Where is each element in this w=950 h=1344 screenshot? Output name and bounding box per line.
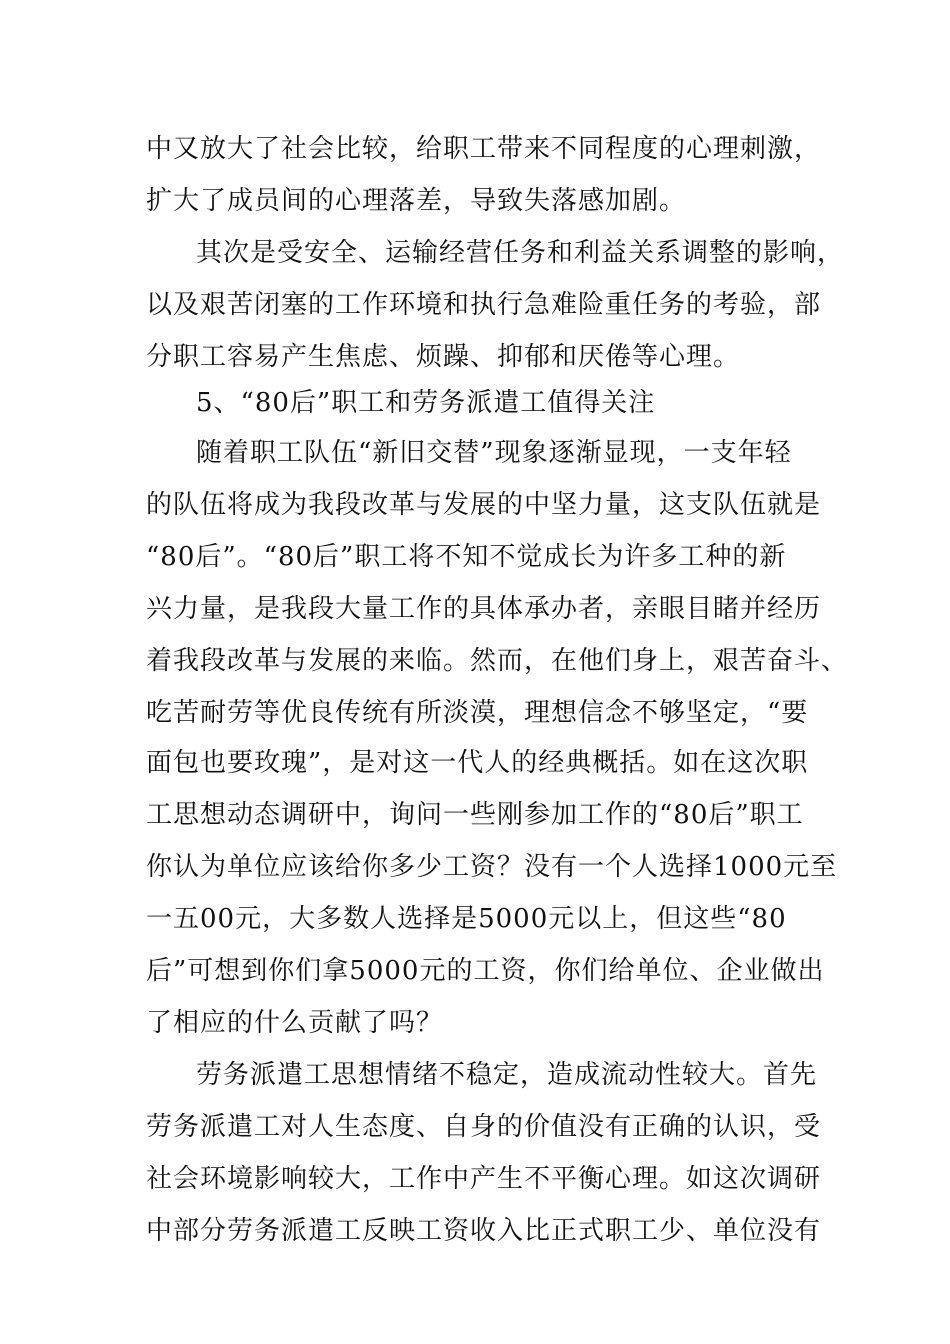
text-line: 扩大了成员间的心理落差，导致失落感加剧。: [146, 186, 687, 216]
text-line: 的队伍将成为我段改革与发展的中坚力量，这支队伍就是: [146, 490, 822, 520]
section-heading: 5、“80后”职工和劳务派遣工值得关注: [196, 388, 656, 418]
text-line: 了相应的什么贡献了吗？: [146, 1008, 444, 1038]
text-line: 中又放大了社会比较，给职工带来不同程度的心理刺激，: [146, 134, 822, 164]
text-line: 吃苦耐劳等优良传统有所淡漠，理想信念不够坚定，“要: [146, 698, 809, 728]
text-line: 分职工容易产生焦虑、烦躁、抑郁和厌倦等心理。: [146, 342, 741, 372]
text-line: 劳务派遣工对人生态度、自身的价值没有正确的认识，受: [146, 1112, 822, 1142]
text-line: 兴力量，是我段大量工作的具体承办者，亲眼目睹并经历: [146, 594, 822, 624]
text-line: “80后”。“80后”职工将不知不觉成长为许多工种的新: [146, 542, 787, 572]
paragraph-start-line: 劳务派遣工思想情绪不稳定，造成流动性较大。首先: [196, 1060, 818, 1090]
text-line: 中部分劳务派遣工反映工资收入比正式职工少、单位没有: [146, 1216, 822, 1246]
paragraph-start-line: 随着职工队伍“新旧交替”现象逐渐显现，一支年轻: [196, 438, 792, 468]
text-line: 以及艰苦闭塞的工作环境和执行急难险重任务的考验，部: [146, 290, 822, 320]
text-line: 社会环境影响较大，工作中产生不平衡心理。如这次调研: [146, 1164, 822, 1194]
paragraph-start-line: 其次是受安全、运输经营任务和利益关系调整的影响，: [196, 238, 845, 268]
text-line: 工思想动态调研中，询问一些刚参加工作的“80后”职工: [146, 800, 804, 830]
text-line: 后”可想到你们拿5000元的工资，你们给单位、企业做出: [146, 956, 825, 986]
text-line: 面包也要玫瑰”，是对这一代人的经典概括。如在这次职: [146, 748, 809, 778]
text-line: 着我段改革与发展的来临。然而，在他们身上，艰苦奋斗、: [146, 646, 849, 676]
text-line: 一五00元，大多数人选择是5000元以上，但这些“80: [146, 904, 787, 934]
text-line: 你认为单位应该给你多少工资？没有一个人选择1000元至: [146, 852, 838, 882]
